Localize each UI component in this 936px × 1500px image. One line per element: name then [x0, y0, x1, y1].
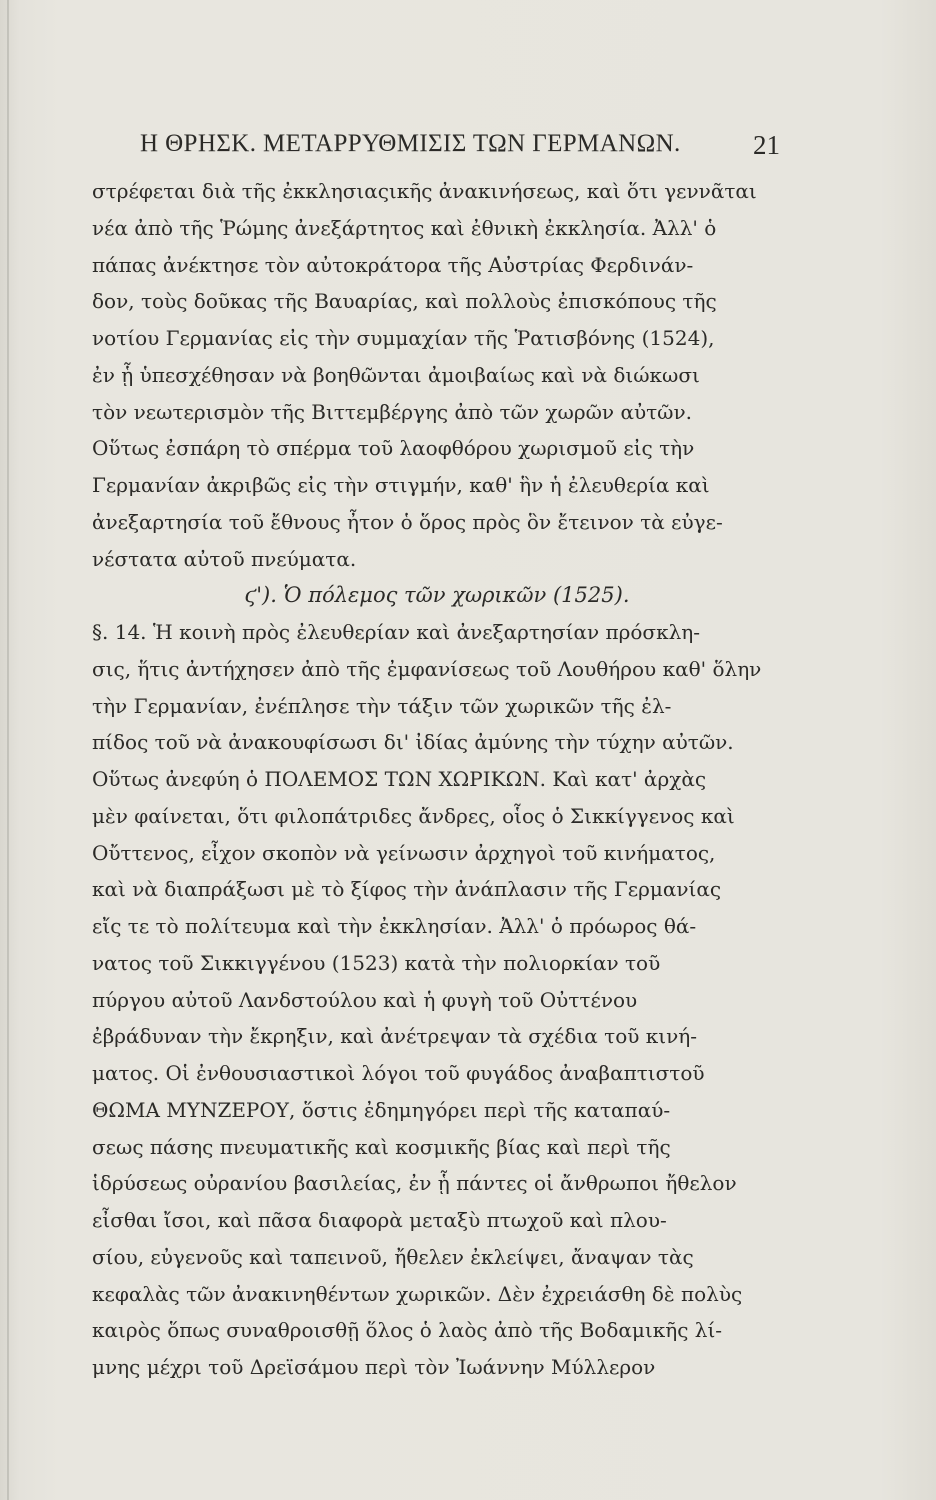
- text-line: σίου, εὐγενοῦς καὶ ταπεινοῦ, ἤθελεν ἐκλείψει, ἄναψαν τὰς: [92, 1244, 694, 1269]
- text-line: ΘΩΜΑ ΜΥΝΖΕΡΟΥ, ὅστις ἐδημηγόρει περὶ τῆς καταπαύ-: [92, 1097, 671, 1122]
- text-line: ἐβράδυναν τὴν ἔκρηξιν, καὶ ἀνέτρεψαν τὰ σχέδια τοῦ κινή-: [92, 1024, 697, 1049]
- text-line: νατος τοῦ Σικκιγγένου (1523) κατὰ τὴν πολιορκίαν τοῦ: [92, 950, 661, 975]
- body-text: [92, 173, 782, 1386]
- text-line: μνης μέχρι τοῦ Δρεϊσάμου περὶ τὸν Ἰωάννην Μύλλερον: [92, 1355, 656, 1379]
- text-line: κεφαλὰς τῶν ἀνακινηθέντων χωρικῶν. Δὲν ἐχρειάσθη δὲ πολὺς: [92, 1281, 743, 1306]
- paragraph-start: §. 14. Ἡ κοινὴ πρὸς ἐλευθερίαν καὶ ἀνεξαρτησίαν πρόσκλη-: [92, 620, 700, 644]
- text-line: ματος. Οἱ ἐνθουσιαστικοὶ λόγοι τοῦ φυγάδος ἀναβαπτιστοῦ: [92, 1061, 705, 1085]
- text-line: τὴν Γερμανίαν, ἐνέπλησε τὴν τάξιν τῶν χωρικῶν τῆς ἐλ-: [92, 693, 672, 718]
- running-title: Η ΘΡΗΣΚ. ΜΕΤΑΡΡΥΘΜΙΣΙΣ ΤΩΝ ΓΕΡΜΑΝΩΝ.: [140, 130, 681, 157]
- text-line: πίδος τοῦ νὰ ἀνακουφίσωσι δι' ἰδίας ἀμύνης τὴν τύχην αὐτῶν.: [92, 730, 734, 755]
- text-line: στρέφεται διὰ τῆς ἐκκλησιαςικῆς ἀνακινήσεως, καὶ ὅτι γεννᾶται: [92, 179, 757, 203]
- text-line: δον, τοὺς δοῦκας τῆς Βαυαρίας, καὶ πολλοὺς ἐπισκόπους τῆς: [92, 289, 717, 314]
- page-number: 21: [753, 130, 780, 160]
- page-header: [140, 130, 780, 170]
- text-line: νέστατα αὐτοῦ πνεύματα.: [92, 546, 357, 571]
- text-line: πάπας ἀνέκτησε τὸν αὐτοκράτορα τῆς Αὐστρίας Φερδινάν-: [92, 252, 694, 277]
- text-line: Γερμανίαν ἀκριβῶς εἰς τὴν στιγμήν, καθ' ἣν ἡ ἐλευθερία καὶ: [92, 473, 710, 497]
- text-line: τὸν νεωτερισμὸν τῆς Βιττεμβέργης ἀπὸ τῶν χωρῶν αὐτῶν.: [92, 399, 692, 424]
- text-line: καὶ νὰ διαπράξωσι μὲ τὸ ξίφος τὴν ἀνάπλασιν τῆς Γερμανίας: [92, 877, 722, 902]
- text-line: σεως πάσης πνευματικῆς καὶ κοσμικῆς βίας καὶ περὶ τῆς: [92, 1134, 671, 1159]
- text-line: νοτίου Γερμανίας εἰς τὴν συμμαχίαν τῆς Ῥατισβόνης (1524),: [92, 326, 715, 350]
- section-heading: ϛ'). Ὁ πόλεμος τῶν χωρικῶν (1525).: [244, 583, 630, 608]
- text-line: νέα ἀπὸ τῆς Ῥώμης ἀνεξάρτητος καὶ ἐθνικὴ ἐκκλησία. Ἀλλ' ὁ: [92, 215, 717, 240]
- text-line: ἐν ᾗ ὑπεσχέθησαν νὰ βοηθῶνται ἀμοιβαίως καὶ νὰ διώκωσι: [92, 362, 700, 387]
- text-line: σις, ἥτις ἀντήχησεν ἀπὸ τῆς ἐμφανίσεως τοῦ Λουθήρου καθ' ὅλην: [92, 656, 762, 681]
- text-line: καιρὸς ὅπως συναθροισθῇ ὅλος ὁ λαὸς ἀπὸ τῆς Βοδαμικῆς λί-: [92, 1318, 723, 1343]
- text-line: εἶσθαι ἴσοι, καὶ πᾶσα διαφορὰ μεταξὺ πτωχοῦ καὶ πλου-: [92, 1208, 667, 1232]
- page-gutter: [7, 0, 9, 1500]
- text-line: μὲν φαίνεται, ὅτι φιλοπάτριδες ἄνδρες, οἷος ὁ Σικκίγγενος καὶ: [92, 803, 735, 828]
- text-line: Οὕτως ἀνεφύη ὁ ΠΟΛΕΜΟΣ ΤΩΝ ΧΩΡΙΚΩΝ. Καὶ κατ' ἀρχὰς: [92, 767, 707, 791]
- text-line: ἀνεξαρτησία τοῦ ἔθνους ἦτον ὁ ὅρος πρὸς ὃν ἔτεινον τὰ εὐγε-: [92, 509, 723, 534]
- text-line: Οὕτως ἐσπάρη τὸ σπέρμα τοῦ λαοφθόρου χωρισμοῦ εἰς τὴν: [92, 436, 695, 461]
- text-line: εἴς τε τὸ πολίτευμα καὶ τὴν ἐκκλησίαν. Ἀλλ' ὁ πρόωρος θά-: [92, 914, 697, 938]
- text-line: πύργου αὐτοῦ Λανδστούλου καὶ ἡ φυγὴ τοῦ Οὐττένου: [92, 987, 638, 1012]
- text-line: Οὔττενος, εἶχον σκοπὸν νὰ γείνωσιν ἀρχηγοὶ τοῦ κινήματος,: [92, 840, 716, 865]
- text-line: ἱδρύσεως οὐρανίου βασιλείας, ἐν ᾗ πάντες οἱ ἄνθρωποι ἤθελον: [92, 1171, 737, 1196]
